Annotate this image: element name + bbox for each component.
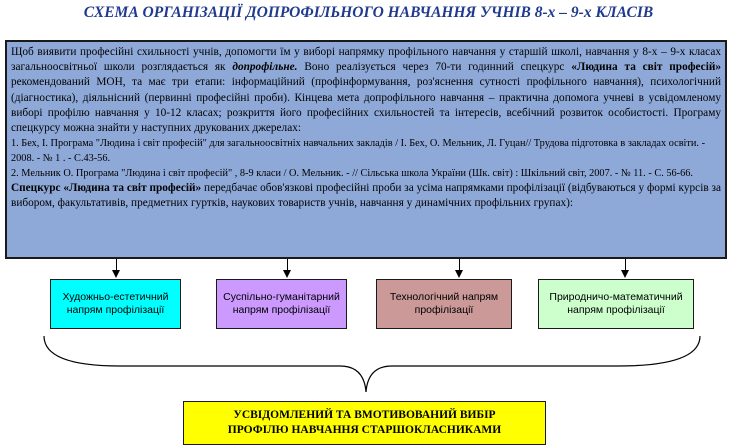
result-box (183, 401, 546, 445)
course-name-2: Спецкурс «Людина та світ професій» (11, 182, 202, 195)
reference-1: 1. Бех, І. Програма "Людина і світ професій" для загальноосвітніх навчальних закладів / І. Бех, О. Мельник, Л. Гуцан// Трудова підготовка в закладах освіти. - 2008. - № 1 . - С.43-56. (11, 138, 706, 165)
direction-artistic-label: Художньо-естетичний напрям профілізації (62, 291, 169, 316)
page-title: СХЕМА ОРГАНІЗАЦІЇ ДОПРОФІЛЬНОГО НАВЧАННЯ УЧНІВ 8-х – 9-х КЛАСІВ (83, 4, 654, 21)
intro-text-end: рекомендований МОН, та має три етапи: інформаційний (профінформування, роз'яснення сутності профільного навчання), психологічний (діагностика), діяльнісний (первинні професійні проби). Кінцева мета допрофільного навчання – практична допомога учневі в усвідомленому виборі профілю навчання у 10-12 класах; розкриття його професійних схильностей та інтересів, всебічний розвиток особистості. Програму спецкурсу можна знайти у наступних друкованих джерелах: (11, 76, 721, 135)
intro-text-cont: Воно реалізується через 70-ти годинний спецкурс (297, 61, 572, 74)
course-description: передбачає обов'язкові професійні проби за усіма напрямками профілізації (відбуваються у формі курсів за вибором, факультативів, предметних гуртків, наукових товариств учнів, навчання у динамічних профільних групах): (11, 182, 721, 210)
reference-2: 2. Мельник О. Програма "Людина і світ професій" , 8-9 класи / О. Мельник. - // Сільська школа України (Шк. світ) : Шкільний світ, 2007. - № 11. - С. 56-66. (11, 168, 693, 180)
direction-humanitarian-label: Суспільно-гуманітарний напрям профілізації (223, 291, 340, 316)
intro-text: Щоб виявити професійні схильності учнів, допомогти їм у виборі напрямку профільного навчання у старшій школі, навчання у 8-х – 9-х класах загальноосвітньої школи розглядається як (11, 46, 721, 74)
direction-technological-label: Технологічний напрям профілізації (389, 291, 499, 316)
preprofile-term: допрофільне. (232, 61, 298, 74)
course-name: «Людина та світ професій» (571, 61, 721, 74)
result-line-2: ПРОФІЛЮ НАВЧАННЯ СТАРШОКЛАСНИКАМИ (227, 424, 502, 436)
direction-natural-math-label: Природничо-математичний напрям профілізації (549, 291, 683, 316)
result-line-1: УСВІДОМЛЕНИЙ ТА ВМОТИВОВАНИЙ ВИБІР (233, 409, 496, 421)
